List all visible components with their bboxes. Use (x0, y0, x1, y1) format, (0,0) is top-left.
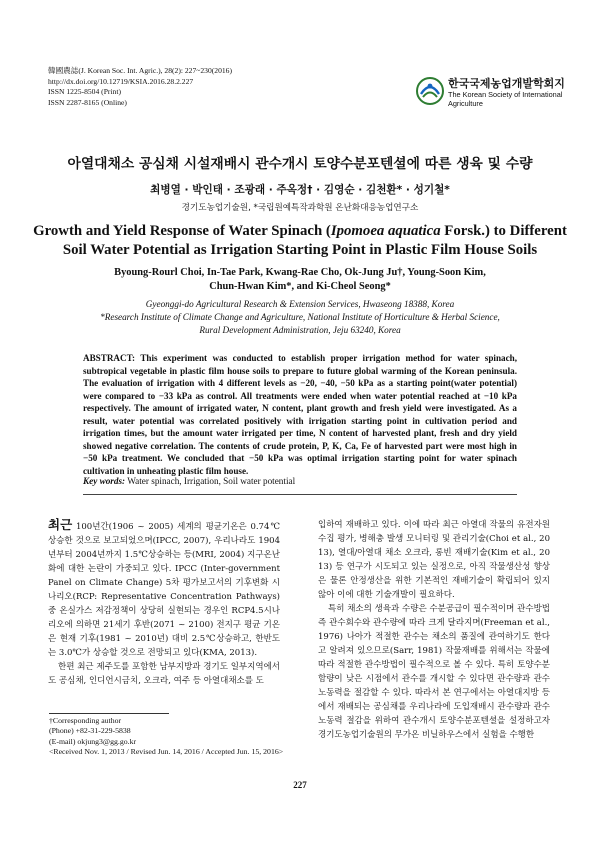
korean-authors: 최병열 · 박인태 · 조광래 · 주옥정† · 김영순 · 김천환* · 성기철* (150, 184, 450, 196)
footnote-divider (49, 713, 169, 714)
keywords-text: Water spinach, Irrigation, Soil water potential (125, 476, 296, 486)
author-phone: (Phone) +82-31-229-5838 (49, 726, 131, 736)
dropcap: 최근 (48, 517, 73, 532)
body-column-right (318, 518, 550, 742)
english-affiliation: Gyeonggi-do Agricultural Research & Extension Services, Hwaseong 18388, Korea *Research Institute of Climate Change and Agriculture, National Institute of Horticulture & Herbal Science, Rural Development Administration, Jeju 63240, Korea (100, 299, 500, 335)
keywords (83, 476, 295, 486)
abstract-text: This experiment was conducted to establish proper irrigation method for water spinach, subtropical vegetable in plastic film house soils to prepare to future global warming of the Korean peninsula. The evaluation of irrigation with 4 different levels as −20, −40, −50 kPa as a starting point(water potential) were compared to −33 kPa as control. All treatments were ended when water potential reached at −10 kPa respectively. The amount of irrigated water, N content, plant growth and fresh yield were investigated. As a result, water potential was correlated positively with irrigation starting point in cultivation period and irrigation times, but the amount water irrigated per time, N content of harvested plant, fresh and dry yield showed negative correlation. The contents of crude protein, P, K, Ca, Fe of harvested part were most high in −50 kPa treatment. We concluded that −50 kPa was optimal irrigation starting point for water spinach cultivation in unheating plastic film house. (83, 353, 517, 476)
abstract (83, 352, 517, 477)
body-column-left (48, 518, 280, 688)
received-dates: <Received Nov. 1, 2013 / Revised Jun. 14, 2016 / Accepted Jun. 15, 2016> (49, 747, 284, 757)
species-name: Ipomoea aquatica (330, 223, 441, 239)
english-title: Growth and Yield Response of Water Spinach (Ipomoea aquatica Forsk.) to Different Soil Water Potential as Irrigation Starting Point in Plastic Film House Soils (33, 223, 567, 258)
society-logo-block (415, 72, 565, 114)
doi-link[interactable]: http://dx.doi.org/10.12719/KSIA.2016.28.2.227 (48, 76, 194, 86)
society-emblem-icon (415, 76, 445, 106)
issn-print: ISSN 1225-8504 (Print) (48, 87, 121, 97)
society-korean-name: 한국국제농업개발학회지 (448, 77, 565, 90)
english-authors: Byoung-Rourl Choi, In-Tae Park, Kwang-Rae Cho, Ok-Jung Ju†, Young-Soon Kim, Chun-Hwan Kim*, and Ki-Cheol Seong* (114, 267, 486, 292)
author-email[interactable]: (E-mail) okjung3@gg.go.kr (49, 736, 137, 746)
issn-online: ISSN 2287-8165 (Online) (48, 97, 127, 107)
korean-affiliation: 경기도농업기술원, *국립원예특작과학원 온난화대응농업연구소 (181, 203, 419, 213)
body-paragraph: 입하여 재배하고 있다. 이에 따라 최근 아열대 작물의 유전자원 수집 평가, 병해충 발생 모니터링 및 관리기술(Choi et al., 2013), 열대/아열대 채소 오크라, 롱빈 재배기술(Kim et al., 2013) 등 연구가 시도되고 있는 실정으로, 아직 작물생산성 향상은 물론 안정생산을 위한 기본적인 재배기술이 확립되어 있지 않아 이에 대한 기술개발이 필요하다. (318, 520, 550, 600)
abstract-divider (83, 494, 517, 495)
journal-citation: 韓國農誌(J. Korean Soc. Int. Agric.), 28(2): 227~230(2016) (48, 66, 233, 75)
society-english-name: The Korean Society of International Agriculture (448, 90, 563, 108)
body-paragraph: 특히 채소의 생육과 수량은 수분공급이 필수적이며 관수방법 즉 관수회수와 관수량에 따라 크게 달라지며(Freeman et al., 1976) 나아가 적절한 관수는 채소의 품질에 관여하기도 한다고 알려져 있으므로(Sarr, 1981) 작물재배를 위해서는 작물에 따라 적절한 관수방법이 필수적으로 볼 수 있다. 특히 토양수분함량이 낮은 시점에서 관수를 개시할 수 있다면 관수량과 관수노동력을 절감할 수 있다. 따라서 본 연구에서는 아열대지방 등에서 재배되는 공심채를 우리나라에 도입재배시 관수량과 관수노동력 절감을 위하여 관수개시 토양수분포텐셜을 설정하고자 경기도농업기술원의 무가온 비닐하우스에서 실험을 수행한 (318, 604, 550, 740)
journal-header (48, 66, 232, 108)
footnote (49, 716, 289, 758)
korean-title: 아열대채소 공심채 시설재배시 관수개시 토양수분포텐셜에 따른 생육 및 수량 (67, 156, 533, 172)
keywords-label: Key words: (83, 476, 126, 486)
corresponding-author: †Corresponding author (49, 716, 122, 725)
page-number: 227 (293, 780, 307, 790)
body-paragraph: 최근 100년간(1906 ~ 2005) 세계의 평균기온은 0.74℃ 상승한 것으로 보고되었으며(IPCC, 2007), 우리나라도 1904년부터 2004년까지 1.5℃상승하는 등(MRI, 2004) 지구온난화에 대한 논란이 가중되고 있다. IPCC (Inter-government Panel on Climate Change) 5차 평가보고서의 기후변화 시나리오(RCP: Representative Concentration Pathways) 중 온실가스 저감정책이 상당히 실현되는 경우인 RCP4.5시나리오에 의하면 21세기 후반(2071 ~ 2100) 전지구 평균 기온은 현재 기후(1981 ~ 2010년) 대비 2.5℃상승하고, 한반도는 3.0℃가 상승할 것으로 전망되고 있다(KMA, 2013). (48, 517, 280, 658)
body-paragraph: 한편 최근 제주도를 포함한 남부지방과 경기도 일부지역에서도 공심채, 인디언시금치, 오크라, 여주 등 아열대채소를 도 (48, 662, 280, 686)
abstract-label: ABSTRACT: (83, 353, 136, 363)
